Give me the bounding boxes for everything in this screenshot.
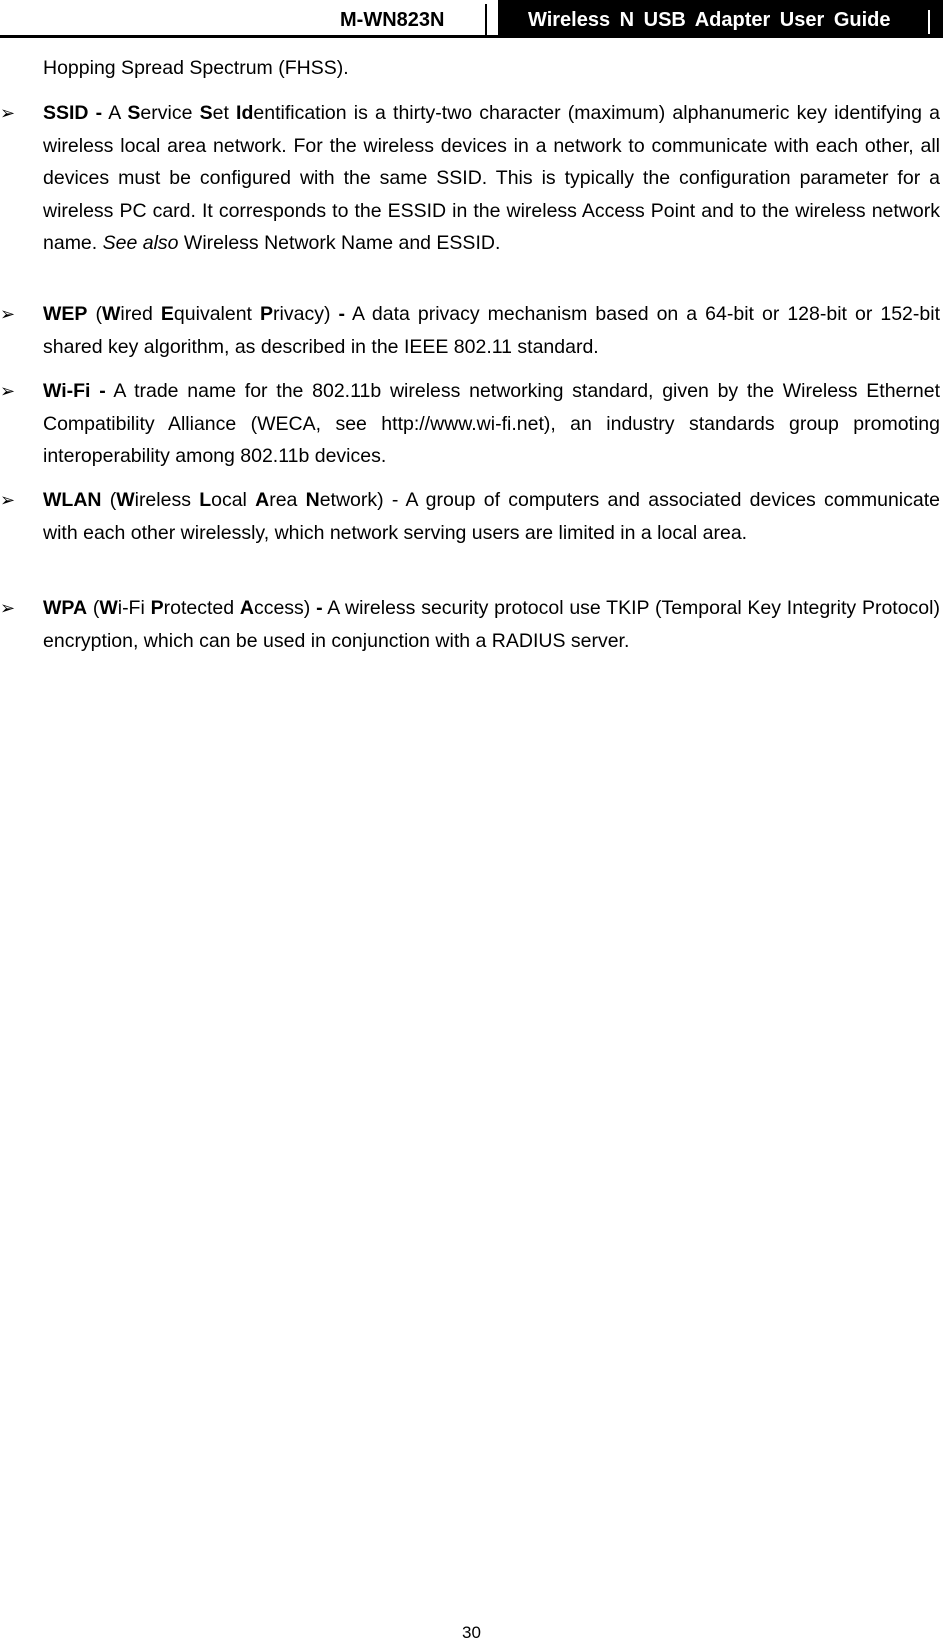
entry-text: W xyxy=(101,303,121,325)
entry-text: S xyxy=(127,102,141,124)
entry-text: E xyxy=(160,303,174,325)
entry-text: rotected xyxy=(163,597,240,619)
bullet-icon: ➢ xyxy=(0,381,16,401)
entry-text: Wireless Network Name and ESSID. xyxy=(178,232,501,254)
entry-text: ired xyxy=(120,303,161,325)
entry-wep xyxy=(43,298,940,363)
entry-text: ( xyxy=(87,303,102,325)
entry-text: W xyxy=(116,489,135,511)
header-title-bar xyxy=(928,10,930,34)
entry-text: ireless xyxy=(134,489,200,511)
entry-text: L xyxy=(199,489,212,511)
entry-text: P xyxy=(150,597,164,619)
entry-text: ervice xyxy=(140,102,200,124)
entry-text: ( xyxy=(87,597,100,619)
entry-term: WPA xyxy=(43,597,88,619)
entry-term: Wi-Fi - xyxy=(43,380,106,402)
entry-text: A xyxy=(255,489,270,511)
entry-text: A trade name for the 802.11b wireless networking standard, given by the Wireless Ethernet Compatibility Alliance (WECA, see http://www.wi-fi.net), an industry standards group promoting interoperability among 802.11b devices. xyxy=(43,380,940,467)
entry-text: S xyxy=(199,102,213,124)
entry-text: - xyxy=(316,597,323,619)
entry-text: A xyxy=(239,597,254,619)
bullet-icon: ➢ xyxy=(0,304,16,324)
bullet-icon: ➢ xyxy=(0,103,16,123)
bullet-icon: ➢ xyxy=(0,490,16,510)
entry-text: P xyxy=(260,303,274,325)
entry-term: WLAN xyxy=(43,489,102,511)
entry-text: rivacy) xyxy=(273,303,339,325)
entry-text: ocal xyxy=(211,489,256,511)
entry-text: A wireless security protocol use TKIP (Temporal Key Integrity Protocol) encryption, which can be used in conjunction with a RADIUS server. xyxy=(43,597,940,652)
entry-text: See also xyxy=(102,232,179,254)
entry-text: A data privacy mechanism based on a 64-bit or 128-bit or 152-bit shared key algorithm, as described in the IEEE 802.11 standard. xyxy=(43,303,940,358)
entry-term: WEP xyxy=(43,303,88,325)
entry-text: etwork) - A group of computers and associated devices communicate with each other wirelessly, which network serving users are limited in a local area. xyxy=(43,489,940,544)
entry-text: quivalent xyxy=(173,303,261,325)
entry-text: ccess) xyxy=(253,597,317,619)
header-rule xyxy=(0,35,943,38)
entry-text: i-Fi xyxy=(117,597,151,619)
entry-text: A xyxy=(102,102,128,124)
entry-text: et xyxy=(212,102,237,124)
header-title: Wireless N USB Adapter User Guide xyxy=(528,9,891,31)
page-header xyxy=(0,0,943,38)
entry-text: entification is a thirty-two character (maximum) alphanumeric key identifying a wireless local area network. For the wireless devices in a network to communicate with each other, all devices must be configured with the same SSID. This is typically the configuration parameter for a wireless PC card. It corresponds to the ESSID in the wireless Access Point and to the wireless network name. xyxy=(43,102,940,254)
entry-wlan xyxy=(43,484,940,549)
entry-text: N xyxy=(305,489,320,511)
entry-wpa xyxy=(43,592,940,657)
entry-text: - xyxy=(338,303,345,325)
entry-term: SSID - xyxy=(43,102,103,124)
entry-text: rea xyxy=(269,489,306,511)
entry-text: Id xyxy=(236,102,254,124)
entry-wifi xyxy=(43,375,940,473)
header-model: M-WN823N xyxy=(340,9,445,31)
page-number: 30 xyxy=(462,1623,481,1642)
header-separator xyxy=(485,4,487,35)
entry-text: ( xyxy=(101,489,117,511)
bullet-icon: ➢ xyxy=(0,598,16,618)
intro-fragment: Hopping Spread Spectrum (FHSS). xyxy=(43,57,349,79)
entry-text: W xyxy=(99,597,118,619)
entry-ssid xyxy=(43,97,940,260)
